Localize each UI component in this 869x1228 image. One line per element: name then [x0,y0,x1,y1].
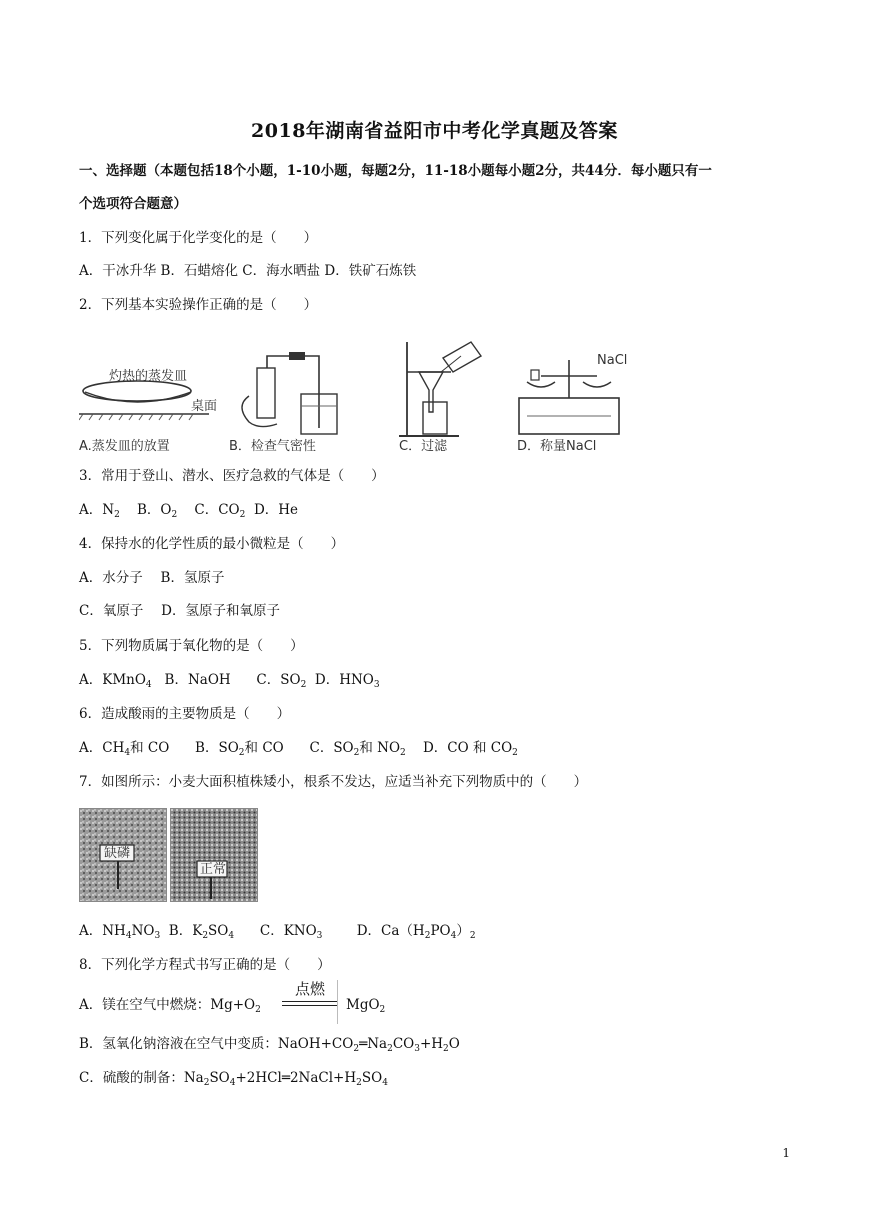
question-7-stem: 7．如图所示：小麦大面积植株矮小，根系不发达，应适当补充下列物质中的（ ） [79,774,588,790]
photo-phosphorus-deficient [79,808,167,902]
figure-label-b: B．检查气密性 [229,439,316,454]
photo-label-deficient: 缺磷 [104,846,131,861]
page-number: 1 [782,1146,790,1160]
label-hot-dish: 灼热的蒸发皿 [109,369,188,384]
figure-label-c: C．过滤 [399,439,448,454]
airtightness-check-diagram [229,352,337,454]
evaporating-dish-diagram [79,368,217,454]
reaction-condition-arrow [282,980,338,1024]
question-8-option-a-product: MgO$_2$ [346,997,386,1015]
question-3-stem: 3．常用于登山、潜水、医疗急救的气体是（ ） [79,468,385,484]
question-2-stem: 2．下列基本实验操作正确的是（ ） [79,297,318,313]
question-8-option-b: B．氢氧化钠溶液在空气中变质：$NaOH+CO_2═Na_2CO_3+H_2O$ [79,1036,460,1054]
question-1-options: A．干冰升华 B．石蜡熔化 C．海水晒盐 D．铁矿石炼铁 [79,263,417,279]
question-3-options: A．$N_2$ B．$O_2$ C．$CO_2$ D．He [79,502,299,520]
question-1-stem: 1．下列变化属于化学变化的是（ ） [79,230,318,246]
question-5-stem: 5．下列物质属于氧化物的是（ ） [79,638,304,654]
question-5-options: A．KMnO$_4$ B．NaOH C．$SO_2$ D．$HNO_3$ [79,672,380,690]
page-title: 2018年湖南省益阳市中考化学真题及答案 [251,120,618,142]
question-4-options-line-1: A．水分子 B．氢原子 [79,570,225,586]
figure-label-a: A.蒸发皿的放置 [79,439,170,454]
section-heading-line-2: 个选项符合题意） [79,196,187,212]
filtration-diagram [399,342,481,454]
photo-label-normal: 正常 [200,862,227,877]
question-8-option-a: A．镁在空气中燃烧：$Mg+O_2$ [79,997,261,1015]
question-8-option-c: C．硫酸的制备：$Na_2SO_4+2HCl═2NaCl+H_2SO_4$ [79,1070,388,1088]
label-nacl-annotation: NaCl [597,353,628,368]
figure-label-d: D．称量NaCl [517,439,597,454]
balance-diagram [517,353,627,454]
question-6-stem: 6．造成酸雨的主要物质是（ ） [79,706,291,722]
question-7-options: A．$NH_4NO_3$ B．$K_2SO_4$ C．$KNO_3$ D．$Ca(H_2PO_4)_2$ [79,923,476,941]
question-4-stem: 4．保持水的化学性质的最小微粒是（ ） [79,536,345,552]
question-8-stem: 8．下列化学方程式书写正确的是（ ） [79,957,331,973]
question-6-options: A．$CH_4$和 CO B．$SO_2$和 CO C．$SO_2$和 $NO_2$ D．CO 和 $CO_2$ [79,740,518,758]
label-table: 桌面 [191,399,218,414]
condition-ignite: 点燃 [294,980,325,998]
photo-normal [170,808,258,902]
section-heading-line-1: 一、选择题（本题包括18个小题，1-10小题，每题2分，11-18小题每小题2分，共44分．每小题只有一 [79,163,712,179]
question-4-options-line-2: C．氧原子 D．氢原子和氧原子 [79,603,280,619]
question-2-apparatus-figure [79,332,639,460]
